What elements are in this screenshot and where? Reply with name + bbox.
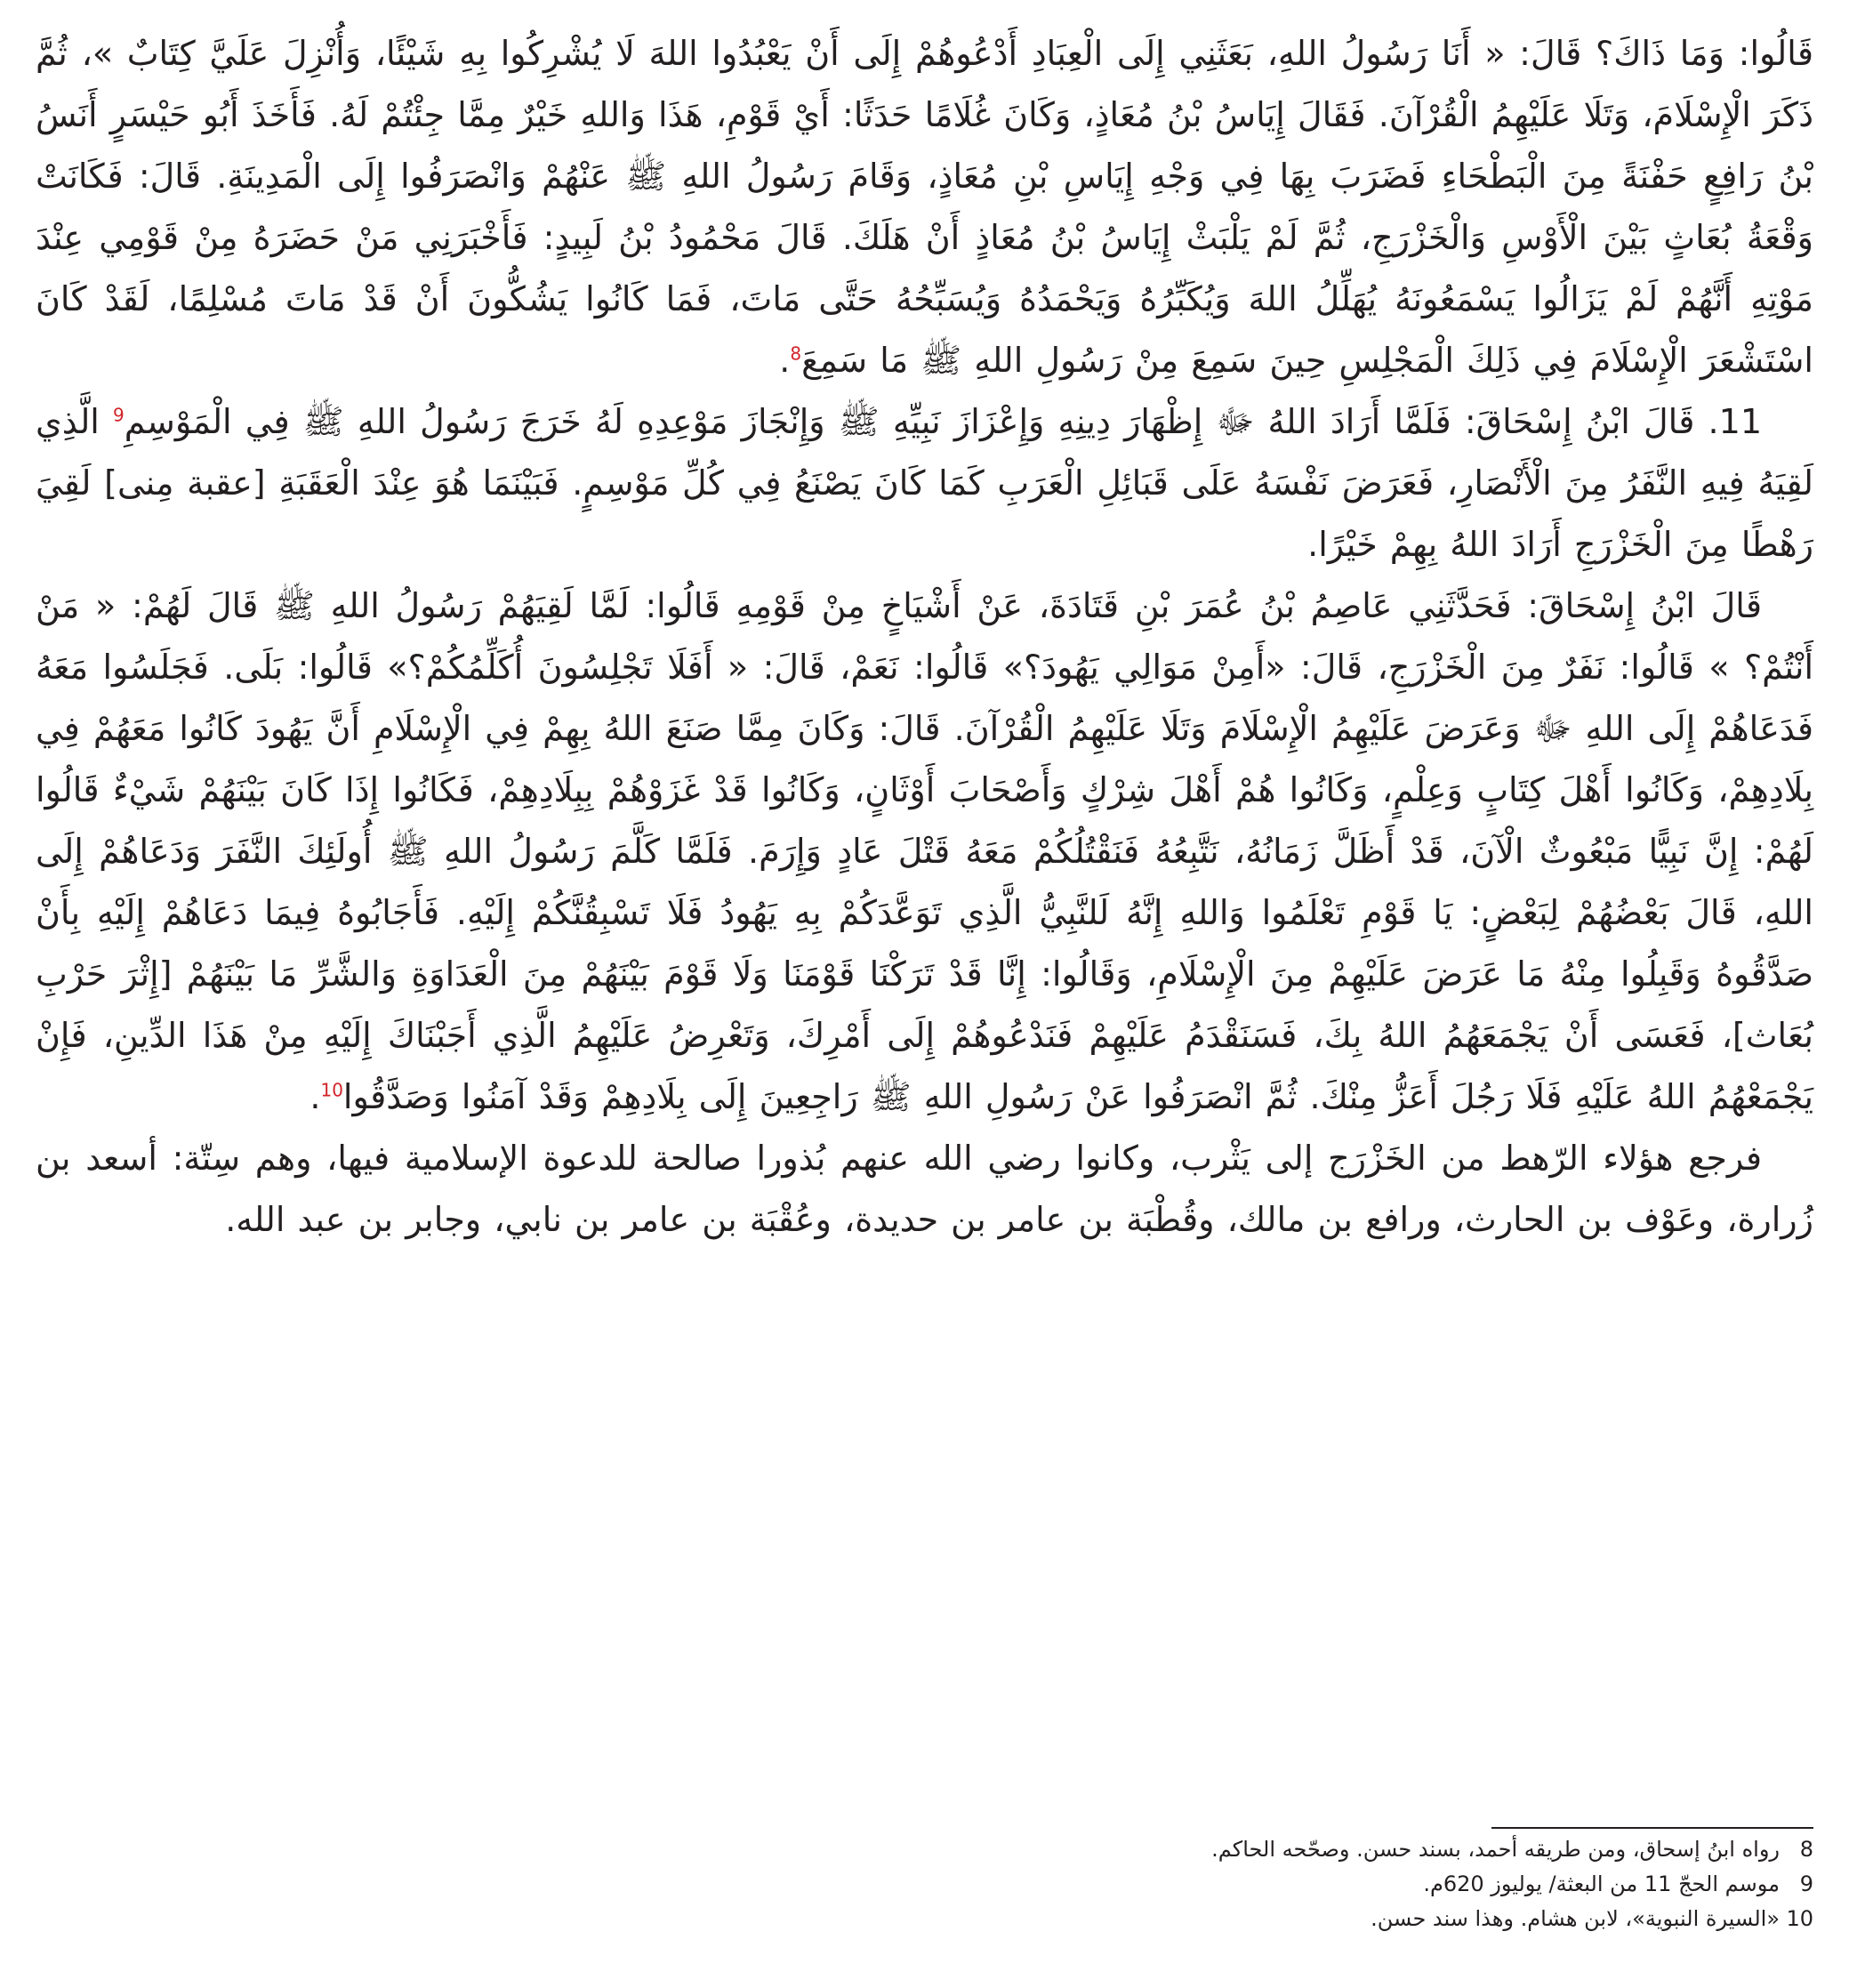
footnote [124, 1902, 1813, 1936]
footnote-text: «السيرة النبوية»، لابن هشام. وهذا سند حسن. [1371, 1906, 1780, 1931]
footnote-text: رواه ابنُ إسحاق، ومن طريقه أحمد، بسند حسن. وصحّحه الحاكم. [1211, 1837, 1780, 1862]
paragraph-text: الَّذِي لَقِيَهُ فِيهِ النَّفَرُ مِنَ الْأَنْصَارِ، فَعَرَضَ نَفْسَهُ عَلَى قَبَائِلِ الْعَرَبِ كَمَا كَانَ يَصْنَعُ فِي كُلِّ مَوْسِمٍ. فَبَيْنَمَا هُوَ عِنْدَ الْعَقَبَةِ [عقبة مِنى] لَقِيَ رَهْطًا مِنَ الْخَزْرَجِ أَرَادَ اللهُ بِهِمْ خَيْرًا. [36, 402, 1813, 564]
paragraph [36, 391, 1813, 575]
paragraph-text: . [310, 1077, 321, 1116]
footnote-text: موسم الحجّ 11 من البعثة/ يوليوز 620م. [1423, 1871, 1780, 1896]
footnote-reference: 9 [113, 404, 125, 426]
paragraph [36, 1128, 1813, 1251]
paragraph-text: . [779, 341, 791, 380]
footnote-reference: 8 [790, 342, 802, 365]
main-text [36, 23, 1813, 1251]
footnote-number: 8 [1799, 1837, 1813, 1862]
footnote [124, 1832, 1813, 1867]
footnote-number: 10 [1786, 1906, 1813, 1931]
footnote [124, 1867, 1813, 1902]
paragraph [36, 23, 1813, 391]
paragraph-text: 11. قَالَ ابْنُ إِسْحَاقَ: فَلَمَّا أَرَادَ اللهُ ﷻ إِظْهَارَ دِينِهِ وَإِعْزَازَ نَبِيِّهِ ﷺ وَإِنْجَازَ مَوْعِدِهِ لَهُ خَرَجَ رَسُولُ اللهِ ﷺ فِي الْمَوْسِمِ [124, 402, 1762, 441]
footnote-number: 9 [1799, 1871, 1813, 1896]
paragraph-text: فرجع هؤلاء الرّهط من الخَزْرَج إلى يَثْرب، وكانوا رضي الله عنهم بُذورا صالحة للدعوة الإسلامية فيها، وهم سِتّة: أسعد بن زُرارة، وعَوْف بن الحارث، ورافع بن مالك، وقُطْبَة بن عامر بن حديدة، وعُقْبَة بن عامر بن نابي، وجابر بن عبد الله. [36, 1139, 1813, 1239]
paragraph-text: قَالُوا: وَمَا ذَاكَ؟ قَالَ: « أَنَا رَسُولُ اللهِ، بَعَثَنِي إِلَى الْعِبَادِ أَدْعُوهُمْ إِلَى أَنْ يَعْبُدُوا اللهَ لَا يُشْرِكُوا بِهِ شَيْئًا، وَأُنْزِلَ عَلَيَّ كِتَابٌ »، ثُمَّ ذَكَرَ الْإِسْلَامَ، وَتَلَا عَلَيْهِمُ الْقُرْآنَ. فَقَالَ إِيَاسُ بْنُ مُعَاذٍ، وَكَانَ غُلَامًا حَدَثًا: أَيْ قَوْمِ، هَذَا وَاللهِ خَيْرٌ مِمَّا جِئْتُمْ لَهُ. فَأَخَذَ أَبُو حَيْسَرٍ أَنَسُ بْنُ رَافِعٍ حَفْنَةً مِنَ الْبَطْحَاءِ فَضَرَبَ بِهَا فِي وَجْهِ إِيَاسِ بْنِ مُعَاذٍ، وَقَامَ رَسُولُ اللهِ ﷺ عَنْهُمْ وَانْصَرَفُوا إِلَى الْمَدِينَةِ. قَالَ: فَكَانَتْ وَقْعَةُ بُعَاثٍ بَيْنَ الْأَوْسِ وَالْخَزْرَجِ، ثُمَّ لَمْ يَلْبَثْ إِيَاسُ بْنُ مُعَاذٍ أَنْ هَلَكَ. قَالَ مَحْمُودُ بْنُ لَبِيدٍ: فَأَخْبَرَنِي مَنْ حَضَرَهُ مِنْ قَوْمِي عِنْدَ مَوْتِهِ أَنَّهُمْ لَمْ يَزَالُوا يَسْمَعُونَهُ يُهَلِّلُ اللهَ وَيُكَبِّرُهُ وَيَحْمَدُهُ وَيُسَبِّحُهُ حَتَّى مَاتَ، فَمَا كَانُوا يَشُكُّونَ أَنْ قَدْ مَاتَ مُسْلِمًا، لَقَدْ كَانَ اسْتَشْعَرَ الْإِسْلَامَ فِي ذَلِكَ الْمَجْلِسِ حِينَ سَمِعَ مِنْ رَسُولِ اللهِ ﷺ مَا سَمِعَ [36, 34, 1813, 380]
footnotes [124, 1832, 1813, 1936]
footnote-divider [1491, 1827, 1813, 1829]
paragraph-text: قَالَ ابْنُ إِسْحَاقَ: فَحَدَّثَنِي عَاصِمُ بْنُ عُمَرَ بْنِ قَتَادَةَ، عَنْ أَشْيَاخٍ مِنْ قَوْمِهِ قَالُوا: لَمَّا لَقِيَهُمْ رَسُولُ اللهِ ﷺ قَالَ لَهُمْ: « مَنْ أَنْتُمْ؟ » قَالُوا: نَفَرٌ مِنَ الْخَزْرَجِ، قَالَ: «أَمِنْ مَوَالِي يَهُودَ؟» قَالُوا: نَعَمْ، قَالَ: « أَفَلَا تَجْلِسُونَ أُكَلِّمُكُمْ؟» قَالُوا: بَلَى. فَجَلَسُوا مَعَهُ فَدَعَاهُمْ إِلَى اللهِ ﷻ وَعَرَضَ عَلَيْهِمُ الْإِسْلَامَ وَتَلَا عَلَيْهِمُ الْقُرْآنَ. قَالَ: وَكَانَ مِمَّا صَنَعَ اللهُ بِهِمْ فِي الْإِسْلَامِ أَنَّ يَهُودَ كَانُوا مَعَهُمْ فِي بِلَادِهِمْ، وَكَانُوا أَهْلَ كِتَابٍ وَعِلْمٍ، وَكَانُوا هُمْ أَهْلَ شِرْكٍ وَأَصْحَابَ أَوْثَانٍ، وَكَانُوا قَدْ غَزَوْهُمْ بِبِلَادِهِمْ، فَكَانُوا إِذَا كَانَ بَيْنَهُمْ شَيْءٌ قَالُوا لَهُمْ: إِنَّ نَبِيًّا مَبْعُوثٌ الْآنَ، قَدْ أَظَلَّ زَمَانُهُ، نَتَّبِعُهُ فَنَقْتُلُكُمْ مَعَهُ قَتْلَ عَادٍ وَإِرَمَ. فَلَمَّا كَلَّمَ رَسُولُ اللهِ ﷺ أُولَئِكَ النَّفَرَ وَدَعَاهُمْ إِلَى اللهِ، قَالَ بَعْضُهُمْ لِبَعْضٍ: يَا قَوْمِ تَعْلَمُوا وَاللهِ إِنَّهُ لَلنَّبِيُّ الَّذِي تَوَعَّدَكُمْ بِهِ يَهُودُ فَلَا تَسْبِقُنَّكُمْ إِلَيْهِ. فَأَجَابُوهُ فِيمَا دَعَاهُمْ إِلَيْهِ بِأَنْ صَدَّقُوهُ وَقَبِلُوا مِنْهُ مَا عَرَضَ عَلَيْهِمْ مِنَ الْإِسْلَامِ، وَقَالُوا: إِنَّا قَدْ تَرَكْنَا قَوْمَنَا وَلَا قَوْمَ بَيْنَهُمْ مِنَ الْعَدَاوَةِ وَالشَّرِّ مَا بَيْنَهُمْ [إِثْرَ حَرْبِ بُعَاث]، فَعَسَى أَنْ يَجْمَعَهُمُ اللهُ بِكَ، فَسَنَقْدَمُ عَلَيْهِمْ فَنَدْعُوهُمْ إِلَى أَمْرِكَ، وَتَعْرِضُ عَلَيْهِمُ الَّذِي أَجَبْنَاكَ إِلَيْهِ مِنْ هَذَا الدِّينِ، فَإِنْ يَجْمَعْهُمُ اللهُ عَلَيْهِ فَلَا رَجُلَ أَعَزُّ مِنْكَ. ثُمَّ انْصَرَفُوا عَنْ رَسُولِ اللهِ ﷺ رَاجِعِينَ إِلَى بِلَادِهِمْ وَقَدْ آمَنُوا وَصَدَّقُوا [36, 586, 1813, 1116]
footnote-reference: 10 [320, 1079, 343, 1101]
paragraph [36, 575, 1813, 1128]
